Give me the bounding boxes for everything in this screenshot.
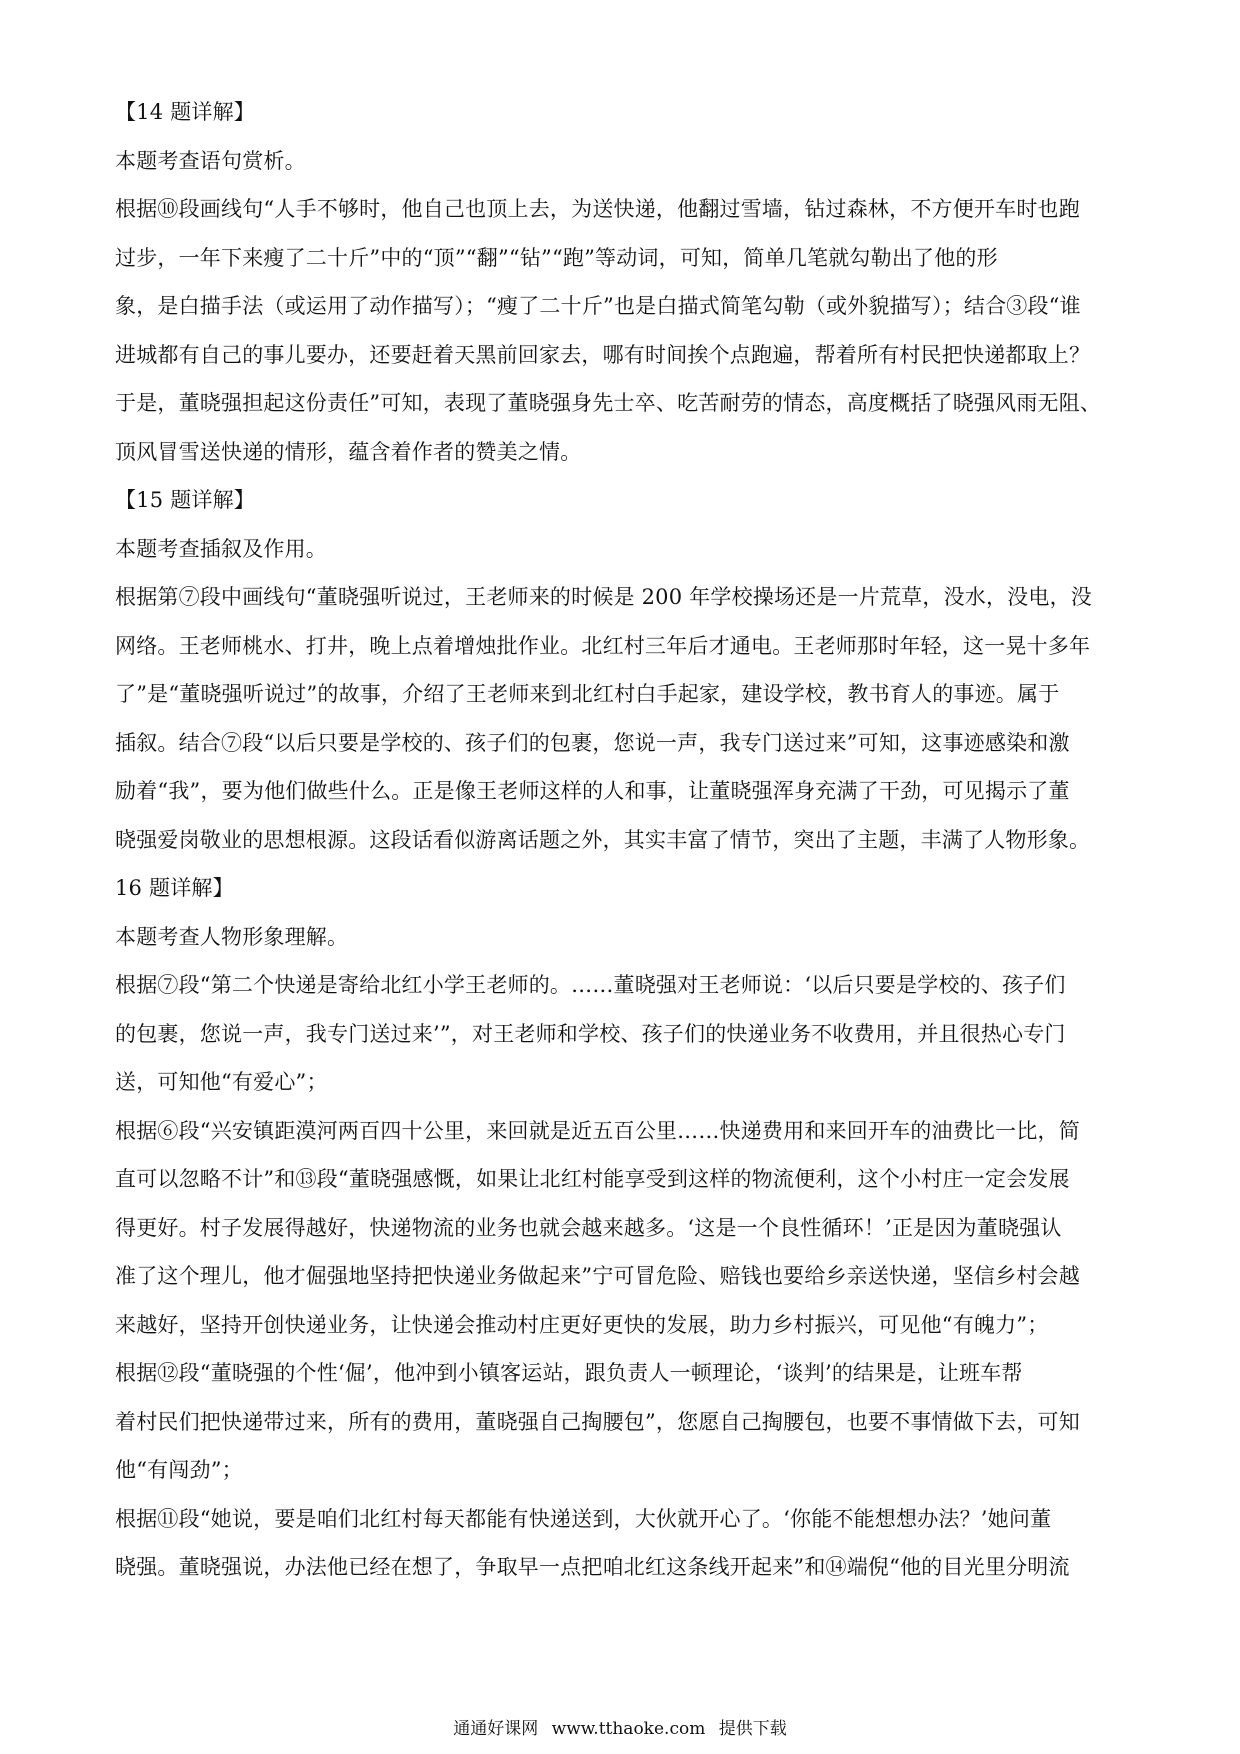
text-line: 晓强爱岗敬业的思想根源。这段话看似游离话题之外，其实丰富了情节，突出了主题，丰满了人物形象。 xyxy=(115,827,1091,852)
text-line: 本题考查插叙及作用。 xyxy=(115,536,327,561)
text-line: 的包裹，您说一声，我专门送过来’”，对王老师和学校、孩子们的快递业务不收费用，并且很热心专门 xyxy=(115,1021,1066,1046)
text-line: 进城都有自己的事儿要办，还要赶着天黑前回家去，哪有时间挨个点跑遍，帮着所有村民把快递都取上？ xyxy=(115,342,1091,367)
text-line: 于是，董晓强担起这份责任”可知，表现了董晓强身先士卒、吃苦耐劳的情态，高度概括了晓强风雨无阻、 xyxy=(115,391,1102,415)
text-line: 插叙。结合⑦段“以后只要是学校的、孩子们的包裹，您说一声，我专门送过来”可知，这事迹感染和激 xyxy=(115,730,1070,755)
footer-url[interactable]: www.tthaoke.com xyxy=(551,1719,706,1739)
text-line: 送，可知他“有爱心”； xyxy=(115,1070,328,1094)
text-line: 晓强。董晓强说，办法他已经在想了，争取早一点把咱北红这条线开起来”和⑭端倪“他的目光里分明流 xyxy=(115,1555,1070,1579)
text-line: 来越好，坚持开创快递业务，让快递会推动村庄更好更快的发展，助力乡村振兴，可见他“有魄力”； xyxy=(115,1312,1049,1337)
text-line: 象，是白描手法（或运用了动作描写）；“瘦了二十斤”也是白描式简笔勾勒（或外貌描写）；结合③段“谁 xyxy=(115,294,1081,318)
text-line: 本题考查语句赏析。 xyxy=(115,148,306,173)
text-line: 根据⑥段“兴安镇距漠河两百四十公里，来回就是近五百公里……快递费用和来回开车的油费比一比，简 xyxy=(115,1118,1080,1143)
text-line: 根据⑫段“董晓强的个性‘倔’，他冲到小镇客运站，跟负责人一顿理论，‘谈判’的结果是，让班车帮 xyxy=(115,1361,1023,1385)
text-line: 根据⑦段“第二个快递是寄给北红小学王老师的。……董晓强对王老师说：‘以后只要是学校的、孩子们 xyxy=(115,973,1066,997)
text-line: 直可以忽略不计”和⑬段“董晓强感慨，如果让北红村能享受到这样的物流便利，这个小村庄一定会发展 xyxy=(115,1167,1070,1191)
text-line: 【14 题详解】 xyxy=(115,100,255,124)
text-line: 过步，一年下来瘦了二十斤”中的“顶”“翻”“钻”“跑”等动词，可知，简单几笔就勾勒出了他的形 xyxy=(115,245,998,270)
footer-note: 提供下载 xyxy=(718,1719,787,1739)
text-line: 根据⑪段“她说，要是咱们北红村每天都能有快递送到，大伙就开心了。‘你能不能想想办法？’她问董 xyxy=(115,1506,1052,1531)
text-line: 顶风冒雪送快递的情形，蕴含着作者的赞美之情。 xyxy=(115,439,582,464)
footer-site-name: 通通好课网 xyxy=(453,1719,539,1739)
text-line: 他“有闯劲”； xyxy=(115,1458,243,1482)
text-line: 16 题详解】 xyxy=(115,876,234,900)
text-line: 得更好。村子发展得越好，快递物流的业务也就会越来越多。‘这是一个良性循环！’正是因为董晓强认 xyxy=(115,1215,1062,1240)
text-line: 网络。王老师桃水、打井，晚上点着增烛批作业。北红村三年后才通电。王老师那时年轻，这一晃十多年 xyxy=(115,633,1091,658)
text-line: 【15 题详解】 xyxy=(115,488,255,512)
text-line: 了”是“董晓强听说过”的故事，介绍了王老师来到北红村白手起家，建设学校，教书育人的事迹。属于 xyxy=(115,682,1060,706)
text-line: 励着“我”，要为他们做些什么。正是像王老师这样的人和事，让董晓强浑身充满了干劲，可见揭示了董 xyxy=(115,779,1070,803)
text-line: 准了这个理儿，他才倔强地坚持把快递业务做起来”宁可冒危险、赔钱也要给乡亲送快递，坚信乡村会越 xyxy=(115,1264,1080,1288)
text-line: 着村民们把快递带过来，所有的费用，董晓强自己掏腰包”，您愿自己掏腰包，也要不事情做下去，可知 xyxy=(115,1409,1080,1434)
text-line: 本题考查人物形象理解。 xyxy=(115,924,349,949)
text-line: 根据⑩段画线句“人手不够时，他自己也顶上去，为送快递，他翻过雪墙，钻过森林，不方便开车时也跑 xyxy=(115,197,1080,221)
text-line: 根据第⑦段中画线句“董晓强听说过，王老师来的时候是 200 年学校操场还是一片荒草，没水，没电，没 xyxy=(115,585,1092,609)
page-footer xyxy=(0,1714,1240,1739)
answer-explanation-body xyxy=(115,88,1127,1592)
